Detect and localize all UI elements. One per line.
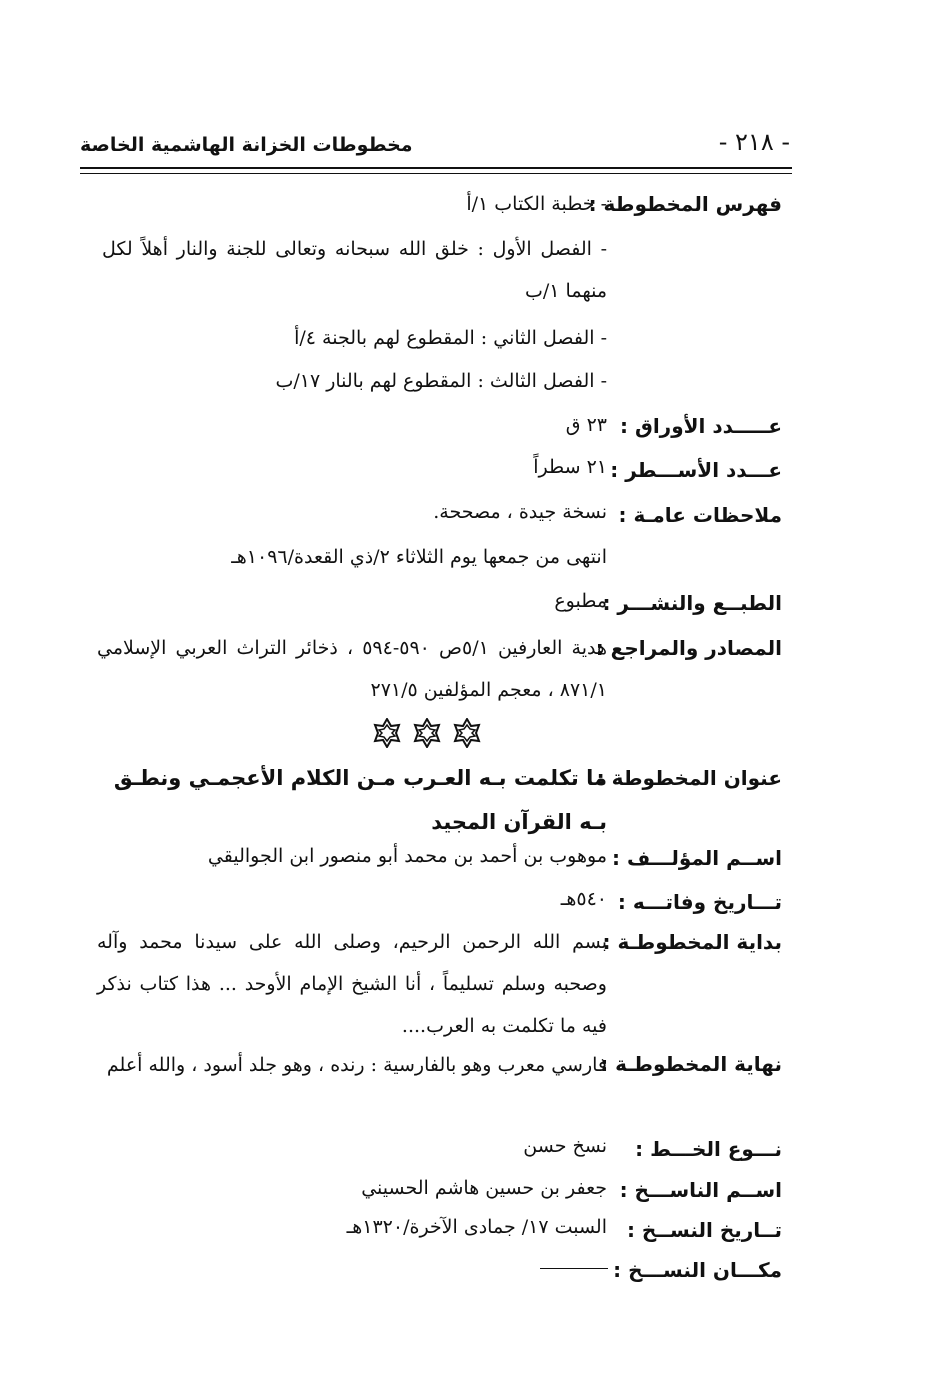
index-item-1: - خطبة الكتاب ١/أ: [466, 193, 607, 215]
index-item-4: - الفصل الثالث : المقطوع لهم بالنار ١٧/ب: [275, 370, 607, 392]
ending-value: فارسي معرب وهو بالفارسية : رنده ، وهو جلد أسود ، والله أعلم: [106, 1054, 607, 1076]
leaves-label: عـــــدد الأوراق :: [619, 414, 782, 438]
notes-label: ملاحظات عامـة :: [618, 503, 782, 527]
star-ornament-icon: [372, 718, 402, 748]
copyist-label: اســم الناســـخ :: [619, 1178, 782, 1202]
copy-place-blank: [540, 1268, 608, 1269]
leaves-value: ٢٣ ق: [565, 414, 607, 436]
author-label: اســم المؤلـــف :: [612, 846, 782, 870]
script-label: نـــوع الخـــط :: [635, 1137, 782, 1161]
printing-value: مطبوع: [554, 590, 607, 612]
lines-value: ٢١ سطراً: [533, 456, 607, 478]
beginning-label: بداية المخطوطـة :: [602, 930, 782, 954]
death-value: ٥٤٠هـ: [560, 888, 607, 910]
script-value: نسخ حسن: [523, 1135, 607, 1157]
author-value: موهوب بن أحمد بن محمد أبو منصور ابن الجواليقي: [207, 845, 607, 867]
star-ornament-icon: [412, 718, 442, 748]
sources-label: المصادر والمراجع :: [595, 636, 782, 660]
notes-value: نسخة جيدة ، مصححة.: [433, 501, 607, 523]
header-rule-thin: [80, 173, 792, 174]
title-value: ما تكلمت بـه العـرب مـن الكلام الأعجمـي ونطـق بـه القرآن المجيد: [113, 766, 607, 834]
lines-label: عـــدد الأســـطر :: [610, 458, 782, 482]
title-label: عنوان المخطوطة :: [596, 766, 782, 790]
copy-date-value: السبت ١٧/ جمادى الآخرة/١٣٢٠هـ: [346, 1216, 607, 1238]
running-title: مخطوطات الخزانة الهاشمية الخاصة: [80, 134, 413, 156]
beginning-value: بسم الله الرحمن الرحيم، وصلى الله على سيدنا محمد وآله وصحبه وسلم تسليماً ، أنا الشيخ الإمام الأوحد ... هذا كتاب نذكر فيه ما تكلمت به العرب....: [97, 931, 607, 1037]
index-label: فهرس المخطوطة :: [588, 192, 782, 216]
index-item-3: - الفصل الثاني : المقطوع لهم بالجنة ٤/أ: [294, 327, 607, 349]
sources-value: هدية العارفين ٥/١ص ٥٩٠-٥٩٤ ، ذخائر التراث العربي الإسلامي ٨٧١/١ ، معجم المؤلفين ٢٧١/٥: [97, 637, 608, 701]
ending-label: نهاية المخطوطـة :: [600, 1052, 782, 1076]
copy-date-label: تــاريخ النســخ :: [626, 1218, 782, 1242]
page-header: [80, 120, 790, 164]
index-item-2: - الفصل الأول : خلق الله سبحانه وتعالى للجنة والنار أهلاً لكل منهما ١/ب: [102, 238, 607, 302]
printing-label: الطبــع والنشـــر :: [602, 591, 782, 615]
death-label: تـــاريخ وفاتـــه :: [617, 890, 782, 914]
notes-value-2: انتهى من جمعها يوم الثلاثاء ٢/ذي القعدة/١٠٩٦هـ: [231, 546, 607, 568]
copyist-value: جعفر بن حسين هاشم الحسيني: [361, 1177, 607, 1199]
header-rule-thick: [80, 167, 792, 169]
page-number: - ٢١٨ -: [718, 128, 790, 156]
section-divider-ornaments: [372, 718, 492, 752]
copy-place-label: مكـــان النســـخ :: [613, 1258, 782, 1282]
star-ornament-icon: [452, 718, 482, 748]
